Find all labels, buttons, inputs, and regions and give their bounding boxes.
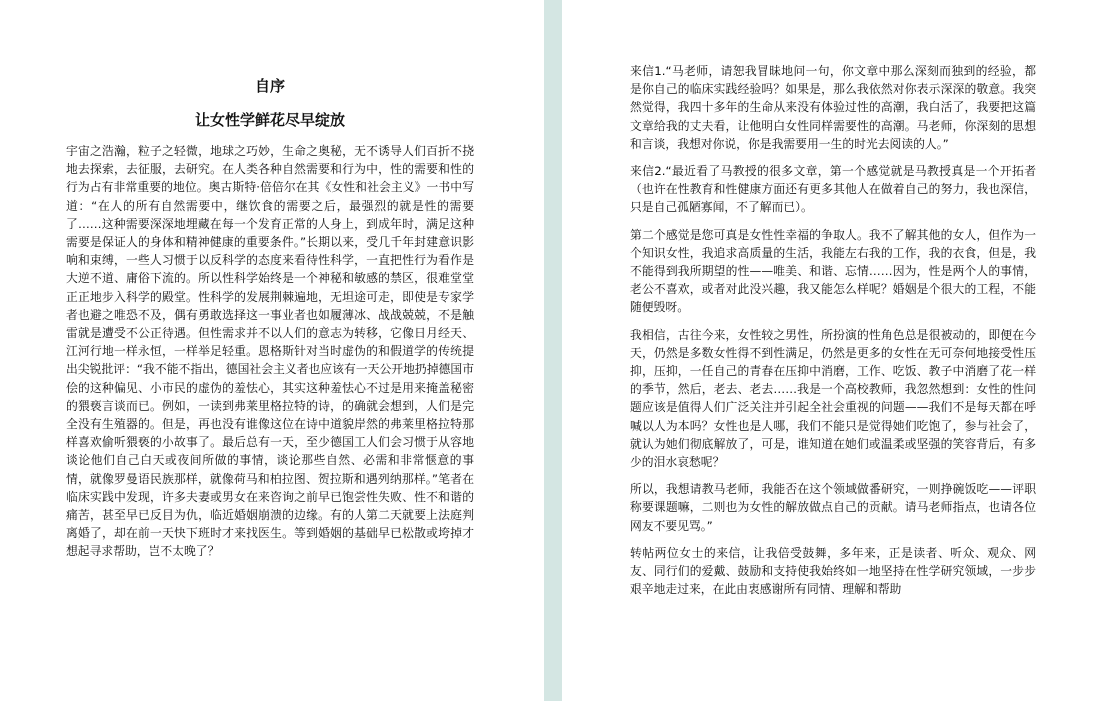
author-response-paragraph: 转帖两位女士的来信，让我倍受鼓舞，多年来，正是读者、听众、观众、网友、同行们的爱戴、鼓励和支持使我始终如一地坚持在性学研究领域，一步步艰辛地走过来，在此由衷感谢所有同情、理解和帮助 [630, 545, 1036, 597]
preface-content [66, 76, 474, 561]
letter-2-belief-paragraph: 我相信，古往今来，女性较之男性，所扮演的性角色总是很被动的，即便在今天，仍然是多数女性得不到性满足，仍然是更多的女性在无可奈何地接受性压抑，压抑，一任自己的青春在压抑中消磨，工作、吃饭、教子中消磨了花一样的季节，然后，老去、老去……我是一个高校教师，我忽然想到：女性的性问题应该是值得人们广泛关注并引起全社会重视的问题——我们不是每天都在呼喊以人为本吗？女性也是人哪，我们不能只是觉得她们吃饱了，参与社会了，就认为她们彻底解放了，可是，谁知道在她们或温柔或坚强的笑容背后，有多少的泪水哀愁呢？ [630, 327, 1036, 470]
letters-content [630, 62, 1036, 607]
letter-2-request-paragraph: 所以，我想请教马老师，我能否在这个领域做番研究，一则挣碗饭吃——评职称要课题嘛，二则也为女性的解放做点自己的贡献。请马老师指点，也请各位网友不要见骂。” [630, 482, 1036, 533]
letter-2-second-feeling-paragraph: 第二个感觉是您可真是女性性幸福的争取人。我不了解其他的女人，但作为一个知识女性，我追求高质量的生活，我能左右我的工作，我的衣食，但是，我不能得到我所期望的性——唯美、和谐、忘情……因为，性是两个人的事情，老公不喜欢，或者对此没兴趣，我又能怎么样呢？婚姻是个很大的工程，不能随便毁呀。 [630, 227, 1036, 315]
page-gutter [544, 0, 562, 701]
preface-subtitle: 让女性学鲜花尽早绽放 [194, 111, 345, 129]
preface-title: 自序 [254, 77, 285, 95]
right-page [562, 0, 1107, 701]
letter-2-paragraph: 来信2.“最近看了马教授的很多文章，第一个感觉就是马教授真是一个开拓者（也许在性教育和性健康方面还有更多其他人在做着自己的努力，我也深信，只是自己孤陋寡闻，不了解而已）。 [630, 164, 1036, 215]
left-page [0, 0, 544, 701]
preface-body-paragraph: 宇宙之浩瀚，粒子之轻微，地球之巧妙，生命之奥秘，无不诱导人们百折不挠地去探索，去征服，去研究。在人类各种自然需要和行为中，性的需要和性的行为占有非常重要的地位。奥古斯特·倍倍尔在其《女性和社会主义》一书中写道：“在人的所有自然需要中，继饮食的需要之后，最强烈的就是性的需要了……这种需要深深地埋藏在每一个发育正常的人身上，到成年时，满足这种需要是保证人的身体和精神健康的重要条件。”长期以来，受几千年封建意识影响和束缚，一些人习惯于以反科学的态度来看待性科学，一直把性行为看作是大逆不道、庸俗下流的。所以性科学始终是一个神秘和敏感的禁区，很难堂堂正正地步入科学的殿堂。性科学的发展荆棘遍地，无坦途可走，即使是专家学者也避之唯恐不及，偶有勇敢选择这一事业者也如履薄冰、战战兢兢，不是触雷就是遭受不公正待遇。但性需求并不以人们的意志为转移，它像日月经天、江河行地一样永恒，一样举足轻重。恩格斯针对当时虚伪的和假道学的传统提出尖锐批评：“我不能不指出，德国社会主义者也应该有一天公开地扔掉德国市侩的这种偏见、小市民的虚伪的羞怯心，其实这种羞怯心不过是用来掩盖秘密的猥亵言谈而已。例如，一读到弗莱里格拉特的诗，的确就会想到，人们是完全没有生殖器的。但是，再也没有谁像这位在诗中道貌岸然的弗莱里格拉特那样喜欢偷听猥亵的小故事了。最后总有一天，至少德国工人们会习惯于从容地谈论他们自己白天或夜间所做的事情，谈论那些自然、必需和非常惬意的事情，就像罗曼语民族那样，就像荷马和柏拉图、贺拉斯和遇列纳那样。”笔者在临床实践中发现，许多夫妻或男女在来咨询之前早已饱尝性失败、性不和谐的痛苦，甚至早已反目为仇，临近婚姻崩溃的边缘。有的人第二天就要上法庭判离婚了，却在前一天快下班时才来找医生。等到婚姻的基础早已松散或垮掉才想起寻求帮助，岂不太晚了？ [66, 144, 474, 559]
letter-1-paragraph: 来信1.“马老师，请恕我冒昧地问一句，你文章中那么深刻而独到的经验，都是你自己的临床实践经验吗？如果是，那么我依然对你表示深深的敬意。我突然觉得，我四十多年的生命从来没有体验过性的高潮，我白活了，我要把这篇文章给我的丈夫看，让他明白女性同样需要性的高潮。马老师，你深刻的思想和言谈，我想对你说，你是我需要用一生的时光去阅读的人。” [630, 64, 1036, 151]
